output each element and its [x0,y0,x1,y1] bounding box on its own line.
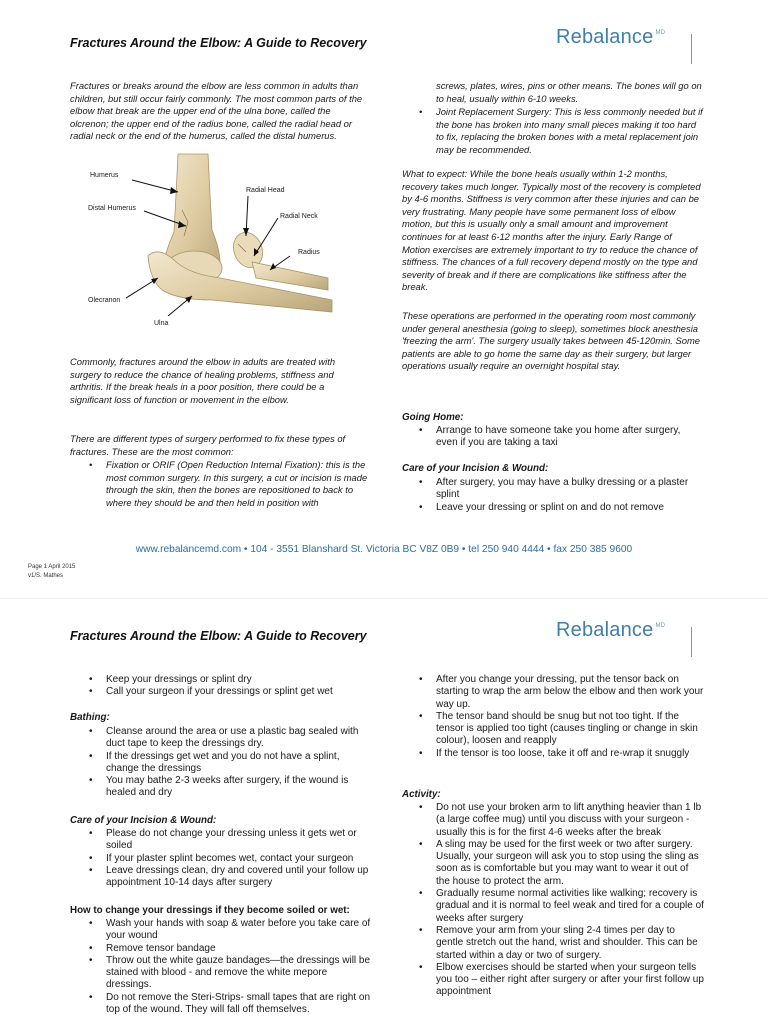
page1-logo [556,26,665,49]
tensor-list [414,674,704,760]
bathing-heading: Bathing: [70,712,110,723]
bathing-list [84,726,374,800]
dressing-list [84,674,374,699]
list-item: • Keep your dressings or splint dry [84,674,374,686]
wound-care-heading: Care of your Incision & Wound: [70,815,217,826]
list-item: • Please do not change your dressing unless it gets wet or soiled [84,828,374,853]
surgery-types-list [84,459,374,509]
care-list [414,477,704,514]
page2-logo [556,619,665,642]
page1-title: Fractures Around the Elbow: A Guide to Recovery [70,36,367,50]
label-radius: Radius [298,249,320,256]
operations-paragraph: These operations are performed in the operating room most commonly under general anesthesia (going to sleep), sometimes block anesthesia 'freezing the arm'. The surgery usually takes between 45-120min. Some patients are able to go home the same day as their surgery, but larger operations usually require an overnight hospital stay. [402,310,700,372]
page1-footer-contact: www.rebalancemd.com • 104 - 3551 Blanshard St. Victoria BC V8Z 0B9 • tel 250 940 4444 • fax 250 385 9600 [135,544,633,555]
elbow-anatomy-figure [70,150,370,335]
label-ulna: Ulna [154,320,169,327]
list-item: • Remove your arm from your sling 2-4 times per day to gentle stretch out the hand, wrist and shoulder. This can be started within a day or two of surgery. [414,925,704,962]
treatment-paragraph: Commonly, fractures around the elbow in adults are treated with surgery to reduce the chance of healing problems, stiffness and arthritis. If the break heals in a poor position, there could be a significant loss of function or movement in the elbow. [70,356,336,405]
list-item: • Joint Replacement Surgery: This is less commonly needed but if the bone has broken into many small pieces making it too hard to fix, replacing the broken bones with a metal replacement join may be recommended. [414,106,704,156]
intro-paragraph: Fractures or breaks around the elbow are less common in adults than children, but still occur fairly commonly. The most common parts of the elbow that break are the upper end of the ulna bone, called the olcrenon; the upper end of the radius bone, called the radial head or radial neck or the end of the humerus, called the distal humerus. [70,80,363,142]
page-break [0,598,768,599]
label-olecranon: Olecranon [88,297,121,304]
list-item: • Throw out the white gauze bandages—the dressings will be stained with blood - and remove the white mepore dressings. [84,955,374,992]
list-item: • Call your surgeon if your dressings or splint get wet [84,686,374,698]
version-info: v1/S. Mathes [28,573,64,579]
list-item: • You may bathe 2-3 weeks after surgery, if the wound is healed and dry [84,775,374,800]
page-info: Page 1 April 2015 [28,564,76,570]
going-home-heading: Going Home: [402,412,464,423]
list-item: • A sling may be used for the first week or two after surgery. Usually, your surgeon will ask you to stop using the sling as soon as is comfortable but you may want to wear it out of the house to protect the arm. [414,839,704,888]
list-item: • Wash your hands with soap & water before you take care of your wound [84,918,374,943]
list-item: • Leave your dressing or splint on and do not remove [414,502,704,514]
list-item: • Fixation or ORIF (Open Reduction Internal Fixation): this is the most common surgery. In this surgery, a cut or incision is made through the skin, then the bones are repositioned to back to where they should be and then held in position with [84,459,374,509]
logo-suffix: MD [655,623,666,629]
change-dressings-list [84,918,374,1016]
activity-heading: Activity: [402,789,441,800]
label-radial-neck: Radial Neck [280,213,318,220]
list-item: • Gradually resume normal activities like walking; recovery is gradual and it is normal to feel weak and tired for a couple of weeks after surgery [414,888,704,925]
list-item: • The tensor band should be snug but not too tight. If the tensor is applied too tight (causes tingling or change in skin colour), loosen and reapply [414,711,704,748]
list-item: • If the tensor is too loose, take it off and re-wrap it snuggly [414,748,704,760]
list-item: • Leave dressings clean, dry and covered until your follow up appointment 10-14 days after surgery [84,865,374,890]
change-dressings-heading: How to change your dressings if they become soiled or wet: [70,905,350,916]
logo-text: Rebalance [556,619,654,641]
what-to-expect-paragraph: What to expect: While the bone heals usually within 1-2 months, recovery takes much longer. Typically most of the recovery is completed by 4-6 months. Stiffness is very common after these injuries and can be very frustrating. Many people have some permanent loss of elbow motion, but this is usually only a small amount and improvement continues for at least 6-12 months after the injury. Early Range of Motion exercises are extremely important to try to reduce the chance of stiffness. The chances of a full recovery depend mostly on the type and severity of break and if there are complications like stiffness after the break. [402,168,701,293]
list-item: • If your plaster splint becomes wet, contact your surgeon [84,853,374,865]
label-radial-head: Radial Head [246,187,285,194]
label-distal-humerus: Distal Humerus [88,205,136,212]
care-heading: Care of your Incision & Wound: [402,463,549,474]
wound-care-list [84,828,374,889]
logo-text: Rebalance [556,26,654,48]
list-item: • Arrange to have someone take you home after surgery, even if you are taking a taxi [414,425,704,450]
list-item: • Do not use your broken arm to lift anything heavier than 1 lb (a large coffee mug) until you discuss with your surgeon - usually this is for the first 4-6 weeks after the break [414,802,704,839]
page2-title: Fractures Around the Elbow: A Guide to Recovery [70,629,367,643]
activity-list [414,802,704,999]
list-item: • Remove tensor bandage [84,943,374,955]
list-item: • After surgery, you may have a bulky dressing or a plaster splint [414,477,704,502]
logo-divider [691,34,692,64]
list-item: • If the dressings get wet and you do not have a splint, change the dressings [84,751,374,776]
list-item: • After you change your dressing, put the tensor back on starting to wrap the arm below the elbow and then work your way up. [414,674,704,711]
continuation-paragraph: screws, plates, wires, pins or other means. The bones will go on to heal, usually within 6-10 weeks. [436,80,702,104]
list-item: • Do not remove the Steri-Strips- small tapes that are right on top of the wound. They will fall off themselves. [84,992,374,1017]
logo-divider [691,627,692,657]
going-home-list [414,425,704,450]
list-item: • Elbow exercises should be started when your surgeon tells you too – either right after surgery or after your first follow up appointment [414,962,704,999]
label-humerus: Humerus [90,172,119,179]
replacement-list [414,106,704,156]
list-item: • Cleanse around the area or use a plastic bag sealed with duct tape to keep the dressings dry. [84,726,374,751]
logo-suffix: MD [655,30,666,36]
surgery-types-intro: There are different types of surgery performed to fix these types of fractures. These are the most common: [70,433,346,457]
